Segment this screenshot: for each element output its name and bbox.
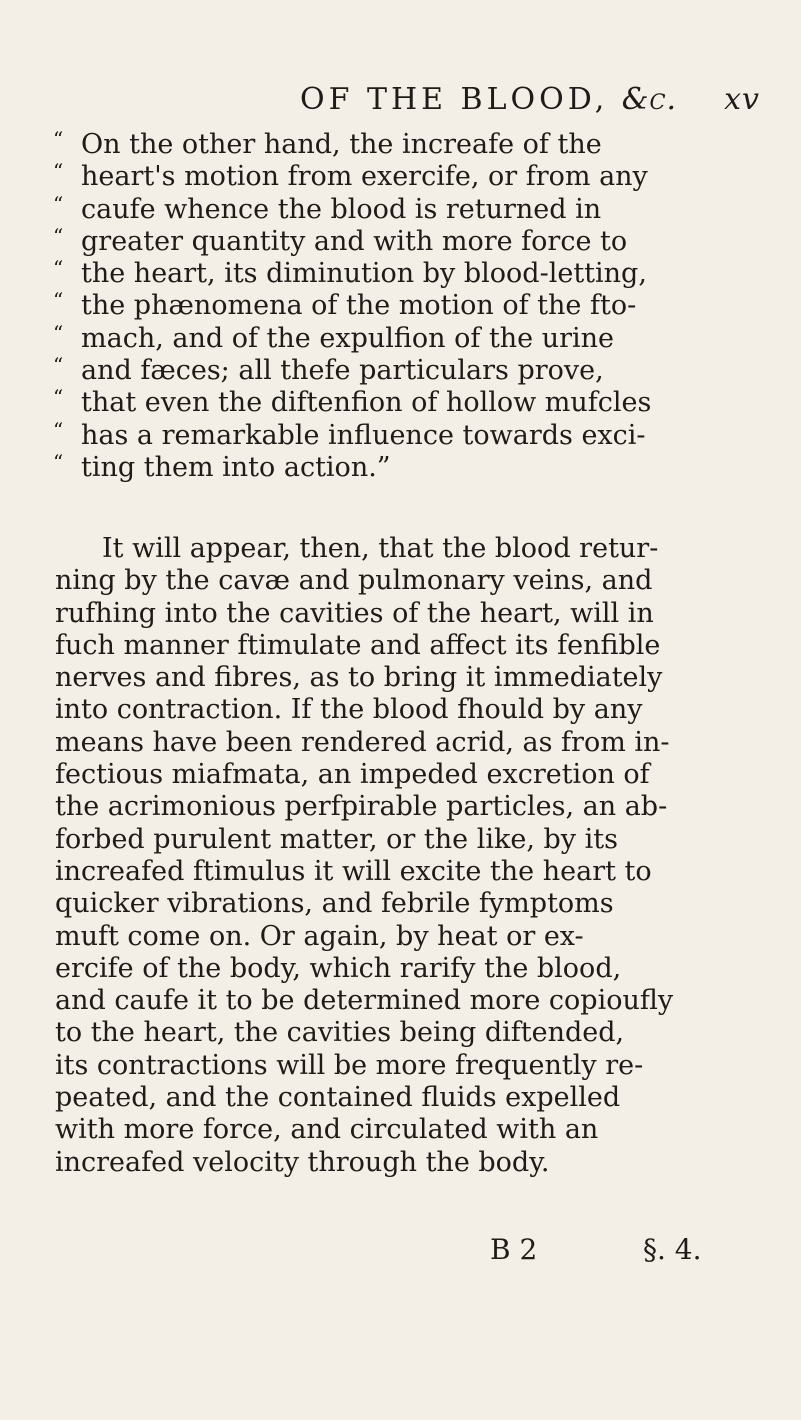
quote-line-text: mach, and of the expulfion of the urine (81, 322, 615, 354)
quote-line-text: heart's motion from exercife, or from any (81, 161, 648, 193)
paragraph-line: and caufe it to be determined more copioufly (55, 985, 674, 1017)
body-paragraph (55, 533, 742, 1179)
quote-line (53, 191, 753, 226)
quote-line-text: that even the diftenfion of hollow mufcles (81, 387, 652, 419)
paragraph-line: nerves and fibres, as to bring it immediately (55, 662, 663, 694)
quote-line (53, 449, 753, 484)
quote-line (53, 355, 753, 387)
signature-mark: B 2 (490, 1233, 538, 1266)
quote-line (53, 320, 753, 355)
paragraph-line: increafed velocity through the body. (55, 1146, 550, 1178)
quote-mark: “ (53, 256, 64, 281)
quote-line (53, 387, 753, 419)
paragraph-line: It will appear, then, that the blood retur- (102, 533, 659, 564)
quote-line-text: the phænomena of the motion of the fto- (81, 290, 637, 322)
quote-mark: “ (53, 223, 64, 248)
paragraph-line: with more force, and circulated with an (55, 1114, 599, 1146)
paragraph-line: ning by the cavæ and pulmonary veins, and (55, 565, 653, 597)
quote-line-text: ting them into action.” (81, 451, 391, 483)
paragraph-line: increafed ftimulus it will excite the heart to (55, 855, 652, 887)
running-head (300, 82, 780, 122)
running-head-title (300, 82, 677, 117)
quote-mark: “ (53, 353, 64, 378)
paragraph-line: quicker vibrations, and febrile fymptoms (55, 888, 614, 920)
page-number: xv (724, 82, 760, 117)
running-head-etc: &c. (621, 82, 678, 117)
quote-line-text: On the other hand, the increafe of the (81, 129, 602, 160)
paragraph-line: peated, and the contained fluids expelled (55, 1082, 621, 1114)
quote-line-text: the heart, its diminution by blood-letting, (81, 258, 647, 290)
quote-line-text: has a remarkable influence towards exci- (81, 419, 646, 451)
paragraph-line: rufhing into the cavities of the heart, will in (55, 597, 654, 629)
paragraph-line: means have been rendered acrid, as from in- (55, 726, 670, 758)
running-head-title-text: OF THE BLOOD, (300, 82, 609, 117)
quote-line-text: and fæces; all thefe particulars prove, (81, 355, 604, 387)
quote-mark: “ (53, 449, 64, 474)
paragraph-line: its contractions will be more frequently re- (55, 1049, 644, 1081)
quote-line-text: greater quantity and with more force to (81, 225, 628, 257)
quote-line (53, 129, 753, 161)
paragraph-line: muft come on. Or again, by heat or ex- (55, 920, 584, 952)
quote-line (53, 290, 753, 322)
paragraph-line: ercife of the body, which rarify the blood, (55, 952, 622, 984)
paragraph-line: into contraction. If the blood fhould by any (55, 694, 643, 726)
quote-line (53, 417, 753, 452)
quote-mark: “ (53, 127, 64, 151)
quote-mark: “ (53, 159, 64, 184)
paragraph-line: the acrimonious perfpirable particles, an ab- (55, 791, 668, 823)
quote-mark: “ (53, 320, 64, 345)
quote-mark: “ (53, 417, 64, 442)
paragraph-line: fuch manner ftimulate and affect its fenfible (55, 629, 661, 661)
quote-line (53, 258, 753, 290)
quote-mark: “ (53, 191, 64, 216)
quote-mark: “ (53, 385, 64, 410)
paragraph-line: to the heart, the cavities being diftended, (55, 1017, 625, 1049)
catchword: §. 4. (643, 1233, 702, 1266)
quote-line (53, 161, 753, 193)
paragraph-line: fectious miafmata, an impeded excretion of (55, 759, 650, 791)
quote-line-text: caufe whence the blood is returned in (81, 193, 602, 225)
quote-mark: “ (53, 288, 64, 313)
quote-line (53, 223, 753, 258)
paragraph-line: forbed purulent matter, or the like, by its (55, 823, 618, 855)
quoted-passage (53, 129, 753, 484)
